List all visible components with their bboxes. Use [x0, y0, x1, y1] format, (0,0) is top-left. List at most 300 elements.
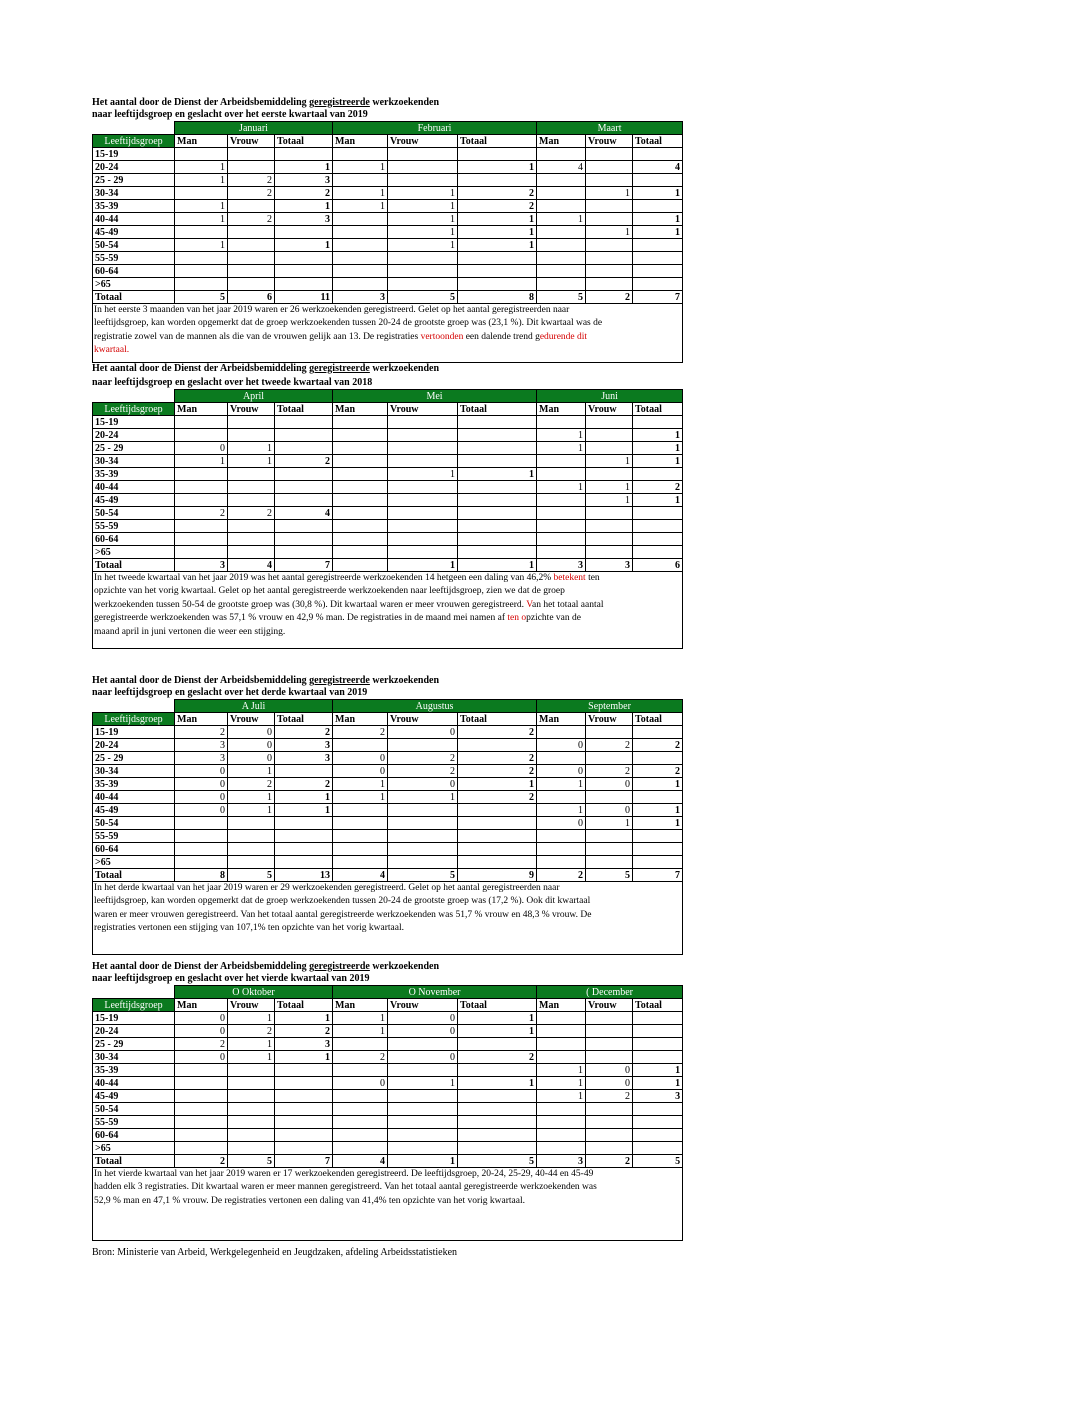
value-cell [275, 468, 333, 481]
table-row [93, 187, 683, 200]
table-row [93, 200, 683, 213]
value-cell: 0 [586, 804, 633, 817]
value-cell: 3 [275, 1038, 333, 1051]
value-cell: 6 [228, 291, 275, 304]
value-cell: 1 [458, 1025, 537, 1038]
note-text: an het totaal aantal [532, 599, 604, 610]
value-cell [175, 429, 228, 442]
value-cell [586, 278, 633, 291]
age-group-cell: 25 - 29 [93, 1038, 175, 1051]
value-cell: 1 [388, 1155, 458, 1168]
value-cell: 2 [275, 187, 333, 200]
age-group-cell: >65 [93, 856, 175, 869]
column-header-row [93, 135, 683, 148]
age-group-cell: 25 - 29 [93, 752, 175, 765]
note-highlight: ten o [507, 613, 527, 624]
value-cell [586, 856, 633, 869]
value-cell [586, 416, 633, 429]
value-cell: 0 [537, 765, 586, 778]
value-cell: 1 [175, 455, 228, 468]
value-cell [333, 830, 388, 843]
value-cell: 1 [458, 226, 537, 239]
value-cell [175, 830, 228, 843]
value-cell [537, 1103, 586, 1116]
value-cell: 2 [228, 174, 275, 187]
value-cell [228, 817, 275, 830]
value-cell: 1 [537, 442, 586, 455]
value-cell [275, 856, 333, 869]
note-highlight: edurende dit [539, 331, 588, 342]
age-group-cell: 25 - 29 [93, 442, 175, 455]
totaal-header: Totaal [458, 713, 537, 726]
value-cell: 3 [175, 752, 228, 765]
value-cell [388, 494, 458, 507]
value-cell: 3 [175, 739, 228, 752]
value-cell: 1 [228, 1012, 275, 1025]
blank-cell [93, 700, 175, 713]
age-group-cell: 20-24 [93, 429, 175, 442]
table-row [93, 791, 683, 804]
totaal-header: Totaal [458, 999, 537, 1012]
value-cell [333, 468, 388, 481]
value-cell [633, 1051, 683, 1064]
vrouw-header: Vrouw [586, 135, 633, 148]
value-cell [175, 856, 228, 869]
value-cell [275, 1116, 333, 1129]
age-group-cell: 60-64 [93, 1129, 175, 1142]
age-group-cell: >65 [93, 546, 175, 559]
age-group-cell: 30-34 [93, 765, 175, 778]
value-cell [586, 429, 633, 442]
value-cell [633, 1142, 683, 1155]
value-cell: 0 [228, 752, 275, 765]
table-row [93, 778, 683, 791]
value-cell [586, 213, 633, 226]
value-cell [333, 843, 388, 856]
value-cell [633, 533, 683, 546]
value-cell: 1 [333, 1025, 388, 1038]
value-cell [228, 1129, 275, 1142]
value-cell [458, 817, 537, 830]
value-cell: 0 [228, 726, 275, 739]
value-cell: 1 [333, 791, 388, 804]
value-cell [458, 830, 537, 843]
value-cell: 4 [333, 1155, 388, 1168]
value-cell: 5 [633, 1155, 683, 1168]
note-line: In het eerste 3 maanden van het jaar 2019 waren er 26 werkzoekenden geregistreerd. Gelet op het aantal geregistreerden naar [94, 305, 570, 315]
value-cell [633, 1129, 683, 1142]
value-cell [388, 252, 458, 265]
value-cell [458, 507, 537, 520]
value-cell: 1 [175, 161, 228, 174]
value-cell: 3 [586, 559, 633, 572]
quarter-section [92, 97, 682, 363]
value-cell [228, 161, 275, 174]
value-cell: 1 [228, 765, 275, 778]
value-cell [586, 442, 633, 455]
value-cell [175, 1142, 228, 1155]
value-cell: 0 [388, 726, 458, 739]
age-group-cell: 30-34 [93, 1051, 175, 1064]
value-cell: 5 [537, 291, 586, 304]
value-cell: 1 [586, 817, 633, 830]
value-cell [175, 481, 228, 494]
value-cell [633, 856, 683, 869]
month-header: Maart [537, 122, 683, 135]
value-cell [175, 817, 228, 830]
value-cell [458, 252, 537, 265]
table-row [93, 817, 683, 830]
value-cell: 2 [586, 765, 633, 778]
value-cell: 7 [275, 559, 333, 572]
totaal-header: Totaal [633, 403, 683, 416]
value-cell [333, 213, 388, 226]
value-cell [275, 520, 333, 533]
value-cell [333, 1129, 388, 1142]
value-cell [333, 265, 388, 278]
heading-underlined-text: geregistreerde [309, 675, 370, 686]
value-cell: 1 [388, 226, 458, 239]
value-cell [175, 226, 228, 239]
age-group-cell: Totaal [93, 291, 175, 304]
value-cell [275, 843, 333, 856]
age-group-cell: 25 - 29 [93, 174, 175, 187]
value-cell [537, 239, 586, 252]
value-cell [388, 1129, 458, 1142]
table-row [93, 804, 683, 817]
value-cell [633, 507, 683, 520]
value-cell [537, 200, 586, 213]
value-cell: 1 [458, 161, 537, 174]
value-cell [228, 843, 275, 856]
value-cell [175, 1116, 228, 1129]
value-cell: 1 [175, 213, 228, 226]
man-header: Man [537, 135, 586, 148]
value-cell: 2 [458, 200, 537, 213]
value-cell: 4 [633, 161, 683, 174]
totaal-header: Totaal [458, 135, 537, 148]
value-cell: 0 [537, 739, 586, 752]
value-cell: 1 [333, 200, 388, 213]
value-cell: 1 [537, 778, 586, 791]
value-cell [388, 533, 458, 546]
value-cell [333, 239, 388, 252]
value-cell: 5 [228, 869, 275, 882]
note-line: 52,9 % man en 47,1 % vrouw. De registraties vertonen een daling van 41,4% ten opzichte van het vorig kwartaal. [94, 1195, 525, 1206]
value-cell: 6 [633, 559, 683, 572]
value-cell: 0 [388, 1012, 458, 1025]
quarter-section [92, 675, 682, 955]
value-cell [175, 1129, 228, 1142]
value-cell: 1 [633, 494, 683, 507]
value-cell [388, 265, 458, 278]
age-group-cell: 50-54 [93, 507, 175, 520]
note-text: registratie zowel van de mannen als die van de vrouwen gelijk aan 13. De registraties [94, 331, 421, 342]
value-cell [537, 791, 586, 804]
value-cell [586, 1103, 633, 1116]
value-cell [586, 200, 633, 213]
value-cell [537, 726, 586, 739]
man-header: Man [175, 403, 228, 416]
age-group-header: Leeftijdsgroep [93, 713, 175, 726]
section-heading [92, 675, 682, 687]
value-cell [275, 830, 333, 843]
blank-cell [93, 986, 175, 999]
value-cell: 1 [228, 791, 275, 804]
note-line: In het derde kwartaal van het jaar 2019 waren er 29 werkzoekenden geregistreerd. Gelet op het aantal geregistreerden naar [94, 883, 560, 893]
value-cell: 3 [633, 1090, 683, 1103]
value-cell [388, 1064, 458, 1077]
value-cell [458, 1064, 537, 1077]
value-cell [333, 252, 388, 265]
value-cell [388, 817, 458, 830]
value-cell [388, 739, 458, 752]
value-cell: 0 [175, 442, 228, 455]
value-cell [458, 429, 537, 442]
value-cell [175, 1103, 228, 1116]
value-cell: 0 [175, 778, 228, 791]
table-row [93, 239, 683, 252]
value-cell [275, 416, 333, 429]
value-cell [175, 252, 228, 265]
value-cell [586, 1051, 633, 1064]
value-cell: 1 [633, 442, 683, 455]
value-cell: 1 [275, 791, 333, 804]
vrouw-header: Vrouw [388, 713, 458, 726]
note-text: ten [585, 573, 600, 583]
value-cell: 2 [228, 507, 275, 520]
value-cell: 1 [458, 468, 537, 481]
month-header-row [93, 122, 683, 135]
value-cell: 2 [333, 1051, 388, 1064]
value-cell: 3 [537, 1155, 586, 1168]
value-cell [333, 1142, 388, 1155]
value-cell: 1 [633, 429, 683, 442]
note-line: leeftijdsgroep, kan worden opgemerkt dat de groep werkzoekenden tussen 20-24 de grootste groep was (23,1 %). Dit kwartaal was de [94, 318, 603, 329]
value-cell [537, 1129, 586, 1142]
value-cell [458, 856, 537, 869]
value-cell [633, 468, 683, 481]
age-group-cell: 15-19 [93, 416, 175, 429]
value-cell [228, 520, 275, 533]
value-cell: 2 [388, 752, 458, 765]
age-group-cell: Totaal [93, 869, 175, 882]
vrouw-header: Vrouw [586, 999, 633, 1012]
value-cell [388, 174, 458, 187]
section-subheading: naar leeftijdsgroep en geslacht over het vierde kwartaal van 2019 [92, 973, 370, 984]
value-cell [175, 1090, 228, 1103]
value-cell [175, 265, 228, 278]
value-cell: 1 [537, 1064, 586, 1077]
value-cell: 1 [633, 1077, 683, 1090]
quarter-section [92, 961, 682, 1241]
age-group-cell: >65 [93, 1142, 175, 1155]
value-cell [537, 507, 586, 520]
value-cell [175, 468, 228, 481]
value-cell [633, 252, 683, 265]
month-header-row [93, 390, 683, 403]
table-row [93, 1038, 683, 1051]
value-cell [586, 546, 633, 559]
value-cell [388, 429, 458, 442]
section-heading [92, 363, 682, 375]
man-header: Man [537, 403, 586, 416]
month-header-row [93, 986, 683, 999]
month-header: Juni [537, 390, 683, 403]
value-cell: 1 [633, 213, 683, 226]
value-cell: 0 [175, 791, 228, 804]
value-cell: 2 [586, 291, 633, 304]
value-cell: 2 [458, 1051, 537, 1064]
value-cell: 1 [175, 174, 228, 187]
value-cell [275, 481, 333, 494]
value-cell: 8 [458, 291, 537, 304]
value-cell [586, 507, 633, 520]
value-cell: 1 [633, 187, 683, 200]
value-cell: 1 [275, 161, 333, 174]
age-group-cell: 15-19 [93, 1012, 175, 1025]
value-cell: 2 [175, 1038, 228, 1051]
vrouw-header: Vrouw [228, 135, 275, 148]
value-cell [333, 148, 388, 161]
value-cell [333, 1103, 388, 1116]
value-cell [633, 1025, 683, 1038]
value-cell [275, 442, 333, 455]
value-cell: 1 [228, 1038, 275, 1051]
man-header: Man [333, 713, 388, 726]
value-cell [537, 520, 586, 533]
value-cell: 5 [388, 869, 458, 882]
value-cell [537, 1142, 586, 1155]
value-cell [275, 533, 333, 546]
note-line [94, 331, 682, 344]
value-cell [388, 830, 458, 843]
value-cell [537, 1051, 586, 1064]
section-subheading: naar leeftijdsgroep en geslacht over het derde kwartaal van 2019 [92, 687, 368, 698]
column-header-row [93, 999, 683, 1012]
value-cell [275, 226, 333, 239]
quarter-note [92, 304, 683, 363]
value-cell [537, 278, 586, 291]
note-line: waren er meer vrouwen geregistreerd. Van het totaal aantal geregistreerde werkzoekenden was 51,7 % vrouw en 48,3 % vrouw. De [94, 909, 592, 920]
value-cell [633, 1103, 683, 1116]
totaal-header: Totaal [275, 403, 333, 416]
value-cell [175, 494, 228, 507]
age-group-header: Leeftijdsgroep [93, 403, 175, 416]
quarter-note [92, 572, 683, 649]
value-cell: 1 [388, 187, 458, 200]
value-cell [388, 1142, 458, 1155]
value-cell [228, 856, 275, 869]
total-row [93, 559, 683, 572]
value-cell: 1 [388, 1077, 458, 1090]
man-header: Man [333, 999, 388, 1012]
table-row [93, 265, 683, 278]
value-cell [458, 533, 537, 546]
quarter-note [92, 882, 683, 955]
value-cell [275, 252, 333, 265]
age-group-cell: 30-34 [93, 455, 175, 468]
value-cell: 2 [458, 765, 537, 778]
table-row [93, 546, 683, 559]
value-cell [537, 1116, 586, 1129]
value-cell [633, 830, 683, 843]
value-cell [586, 1012, 633, 1025]
value-cell [228, 252, 275, 265]
value-cell [228, 200, 275, 213]
value-cell [333, 507, 388, 520]
value-cell: 0 [333, 1077, 388, 1090]
value-cell: 1 [228, 804, 275, 817]
value-cell: 1 [537, 213, 586, 226]
value-cell [228, 429, 275, 442]
age-group-cell: 60-64 [93, 533, 175, 546]
value-cell: 0 [388, 1025, 458, 1038]
age-group-cell: 35-39 [93, 468, 175, 481]
table-row [93, 1025, 683, 1038]
value-cell [586, 791, 633, 804]
note-text: pzichte van de [526, 613, 581, 624]
value-cell [333, 559, 388, 572]
value-cell [458, 520, 537, 533]
value-cell [586, 252, 633, 265]
value-cell: 1 [175, 239, 228, 252]
value-cell: 2 [333, 726, 388, 739]
age-group-cell: 50-54 [93, 239, 175, 252]
value-cell [228, 278, 275, 291]
note-text: geregistreerde werkzoekenden was 57,1 % vrouw en 42,9 % man. De registraties in de maand mei namen af [94, 613, 508, 624]
value-cell: 1 [458, 239, 537, 252]
table-row [93, 1064, 683, 1077]
value-cell [228, 226, 275, 239]
vrouw-header: Vrouw [228, 403, 275, 416]
value-cell [333, 429, 388, 442]
value-cell [633, 1116, 683, 1129]
vrouw-header: Vrouw [228, 999, 275, 1012]
table-row [93, 416, 683, 429]
value-cell: 3 [275, 174, 333, 187]
value-cell [458, 739, 537, 752]
age-group-cell: >65 [93, 278, 175, 291]
value-cell [228, 533, 275, 546]
value-cell: 1 [633, 1064, 683, 1077]
value-cell [228, 830, 275, 843]
value-cell: 7 [275, 1155, 333, 1168]
value-cell: 0 [228, 739, 275, 752]
note-line: opzichte van het vorig kwartaal. Gelet op het aantal geregistreerde werkzoekenden naar leeftijdsgroep, zien we dat de groep [94, 586, 565, 597]
value-cell: 0 [586, 778, 633, 791]
value-cell [333, 804, 388, 817]
month-header: Januari [175, 122, 333, 135]
value-cell [633, 1038, 683, 1051]
totaal-header: Totaal [275, 713, 333, 726]
month-header: A Juli [175, 700, 333, 713]
value-cell [537, 1038, 586, 1051]
value-cell: 1 [633, 804, 683, 817]
value-cell [275, 1064, 333, 1077]
table-row [93, 1012, 683, 1025]
table-row [93, 226, 683, 239]
table-row [93, 830, 683, 843]
blank-cell [93, 122, 175, 135]
note-highlight: vertoonden [420, 331, 464, 342]
value-cell: 1 [537, 481, 586, 494]
value-cell [175, 533, 228, 546]
value-cell [228, 1103, 275, 1116]
month-header-row [93, 700, 683, 713]
value-cell [458, 416, 537, 429]
value-cell: 5 [388, 291, 458, 304]
